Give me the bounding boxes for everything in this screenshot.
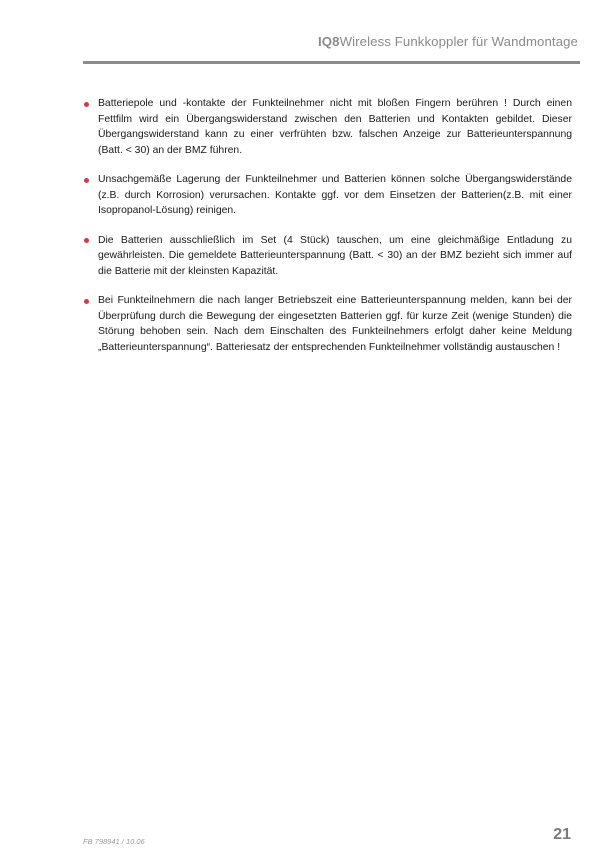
bullet-item <box>83 293 572 355</box>
main-content <box>83 96 572 369</box>
bullet-text: Unsachgemäße Lagerung der Funkteilnehmer und Batterien können solche Übergangswiderstände (z.B. durch Korrosion) verursachen. Kontakte ggf. vor dem Einsetzen der Batterien(z.B. mit einer Isopropanol-Lösung) reinigen. <box>98 174 572 216</box>
bullet-text: Bei Funkteilnehmern die nach langer Betriebszeit eine Batterieunterspannung melden, kann bei der Überprüfung durch die Bewegung der eingesetzten Batterien ggf. für kurze Zeit (wenige Stunden) die Störung behoben sein. Nach dem Einschalten des Funkteilnehmers erfolgt daher keine Meldung „Batterieunterspannung“. Batteriesatz der entsprechenden Funkteilnehmer vollständig austauschen ! <box>98 295 572 353</box>
bullet-dot-icon <box>84 299 89 304</box>
bullet-text: Die Batterien ausschließlich im Set (4 Stück) tauschen, um eine gleichmäßige Entladung zu gewährleisten. Die gemeldete Batterieunterspannung (Batt. < 30) an der BMZ bezieht sich immer auf die Batterie mit der kleinsten Kapazität. <box>98 234 572 277</box>
bullet-item <box>83 96 572 158</box>
page-number: 21 <box>553 826 571 843</box>
page-header <box>318 34 578 49</box>
bullet-dot-icon <box>84 238 89 243</box>
header-divider <box>83 61 580 64</box>
header-title: Wireless Funkkoppler für Wandmontage <box>339 34 578 49</box>
bullet-item <box>83 172 572 219</box>
bullet-dot-icon <box>84 178 89 183</box>
footer-document-code: FB 798941 / 10.06 <box>83 837 145 846</box>
bullet-text: Batteriepole und -kontakte der Funkteilnehmer nicht mit bloßen Fingern berühren ! Durch einen Fettfilm wird ein Übergangswiderstand zwischen den Batterien und Kontakten gebildet. Dieser Übergangswiderstand kann zu einer verfrühten bzw. falschen Anzeige zur Batterieunterspannung (Batt. < 30) an der BMZ führen. <box>98 98 572 156</box>
bullet-list <box>83 96 572 355</box>
bullet-dot-icon <box>84 102 89 107</box>
header-brand: IQ8 <box>318 34 340 49</box>
bullet-item <box>83 233 572 280</box>
